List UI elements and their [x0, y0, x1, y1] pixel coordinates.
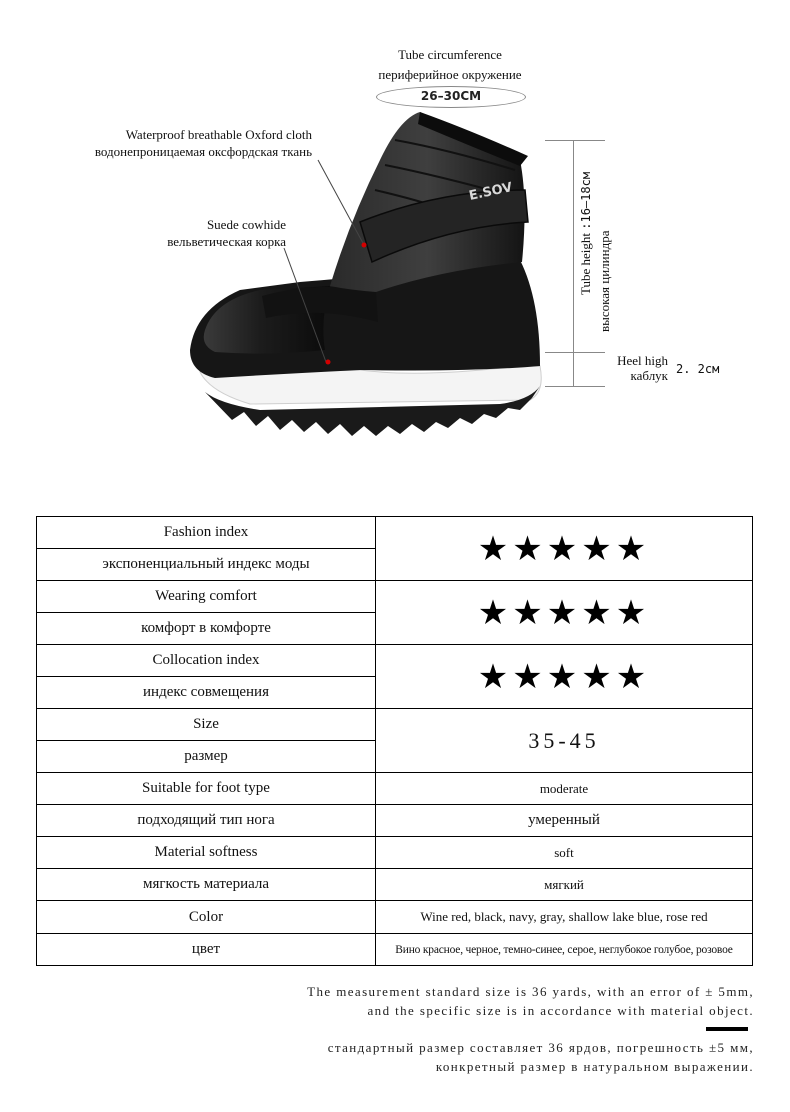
tube-height-en-text: Tube height	[578, 233, 593, 295]
dimension-top-line	[545, 140, 605, 141]
size-value-cell	[376, 709, 752, 772]
tube-circumference-ru: периферийное окружение	[378, 67, 522, 82]
oxford-cloth-label	[40, 126, 312, 160]
tube-height-ru: высокая цилиндра	[597, 230, 612, 332]
fashion-index-ru: экспоненциальный индекс моды	[37, 549, 376, 581]
star-rating-icon: ★★★★★	[477, 528, 651, 569]
table-row-wearing-comfort	[37, 581, 752, 645]
tube-circumference-value: 26–30CM	[420, 89, 482, 103]
suede-en: Suede cowhide	[206, 217, 286, 232]
heel-en: Heel high	[617, 353, 668, 368]
suede-label	[100, 216, 286, 250]
suede-ru: вельветическая корка	[167, 234, 286, 249]
heel-label	[598, 353, 668, 383]
table-row-size	[37, 709, 752, 773]
wearing-comfort-rating	[376, 581, 752, 644]
dimension-bottom-line	[545, 386, 605, 387]
collocation-index-en: Collocation index	[37, 645, 376, 677]
softness-label: Material softness	[37, 837, 376, 868]
table-row-color-ru	[37, 934, 752, 965]
table-row-fashion-index	[37, 517, 752, 581]
measurement-note-ru	[154, 1038, 754, 1076]
fashion-index-en: Fashion index	[37, 517, 376, 549]
note-en-line1: The measurement standard size is 36 yards, with an error of ± 5mm,	[307, 984, 754, 999]
tube-circumference-label	[330, 46, 570, 83]
softness-value: soft	[554, 844, 574, 860]
collocation-index-rating	[376, 645, 752, 708]
heel-ru: каблук	[630, 368, 668, 383]
dimension-vertical-line	[573, 140, 574, 386]
note-ru-line2: конкретный размер в натуральном выражении.	[435, 1059, 754, 1074]
table-row-foot-type-ru	[37, 805, 752, 837]
table-row-foot-type	[37, 773, 752, 805]
color-value-ru: Вино красное, черное, темно-синее, серое, неглубокое голубое, розовое	[395, 943, 733, 956]
dimension-mid-line	[545, 352, 605, 353]
table-row-collocation-index	[37, 645, 752, 709]
wearing-comfort-ru: комфорт в комфорте	[37, 613, 376, 645]
fashion-index-rating	[376, 517, 752, 580]
size-value: 35-45	[528, 727, 600, 753]
size-en: Size	[37, 709, 376, 741]
collocation-index-ru: индекс совмещения	[37, 677, 376, 709]
foot-type-label-ru: подходящий тип нога	[37, 805, 376, 836]
foot-type-label: Suitable for foot type	[37, 773, 376, 804]
measurement-note-en	[154, 982, 754, 1020]
star-rating-icon: ★★★★★	[477, 592, 651, 633]
note-ru-line1: стандартный размер составляет 36 ярдов, погрешность ±5 мм,	[327, 1040, 754, 1055]
color-value: Wine red, black, navy, gray, shallow lake blue, rose red	[420, 909, 708, 924]
product-illustration	[0, 0, 790, 500]
oxford-cloth-en: Waterproof breathable Oxford cloth	[125, 127, 312, 142]
size-ru: размер	[37, 741, 376, 773]
foot-type-value-ru: умеренный	[528, 812, 600, 828]
color-label: Color	[37, 901, 376, 933]
tube-height-value: :16–18см	[579, 171, 593, 230]
color-label-ru: цвет	[37, 934, 376, 965]
wearing-comfort-en: Wearing comfort	[37, 581, 376, 613]
note-divider	[706, 1027, 748, 1031]
spec-table	[36, 516, 753, 966]
softness-label-ru: мягкость материала	[37, 869, 376, 900]
note-en-line2: and the specific size is in accordance with material object.	[367, 1003, 754, 1018]
oxford-cloth-ru: водонепроницаемая оксфордская ткань	[94, 144, 312, 159]
heel-value: 2. 2см	[676, 362, 720, 376]
star-rating-icon: ★★★★★	[477, 656, 651, 697]
table-row-softness	[37, 837, 752, 869]
softness-value-ru: мягкий	[544, 876, 584, 892]
table-row-color	[37, 901, 752, 934]
tube-height-en	[578, 172, 594, 295]
table-row-softness-ru	[37, 869, 752, 901]
foot-type-value: moderate	[539, 780, 589, 796]
tube-circumference-en: Tube circumference	[398, 47, 502, 62]
brand-logo: E.SOV	[467, 180, 514, 204]
